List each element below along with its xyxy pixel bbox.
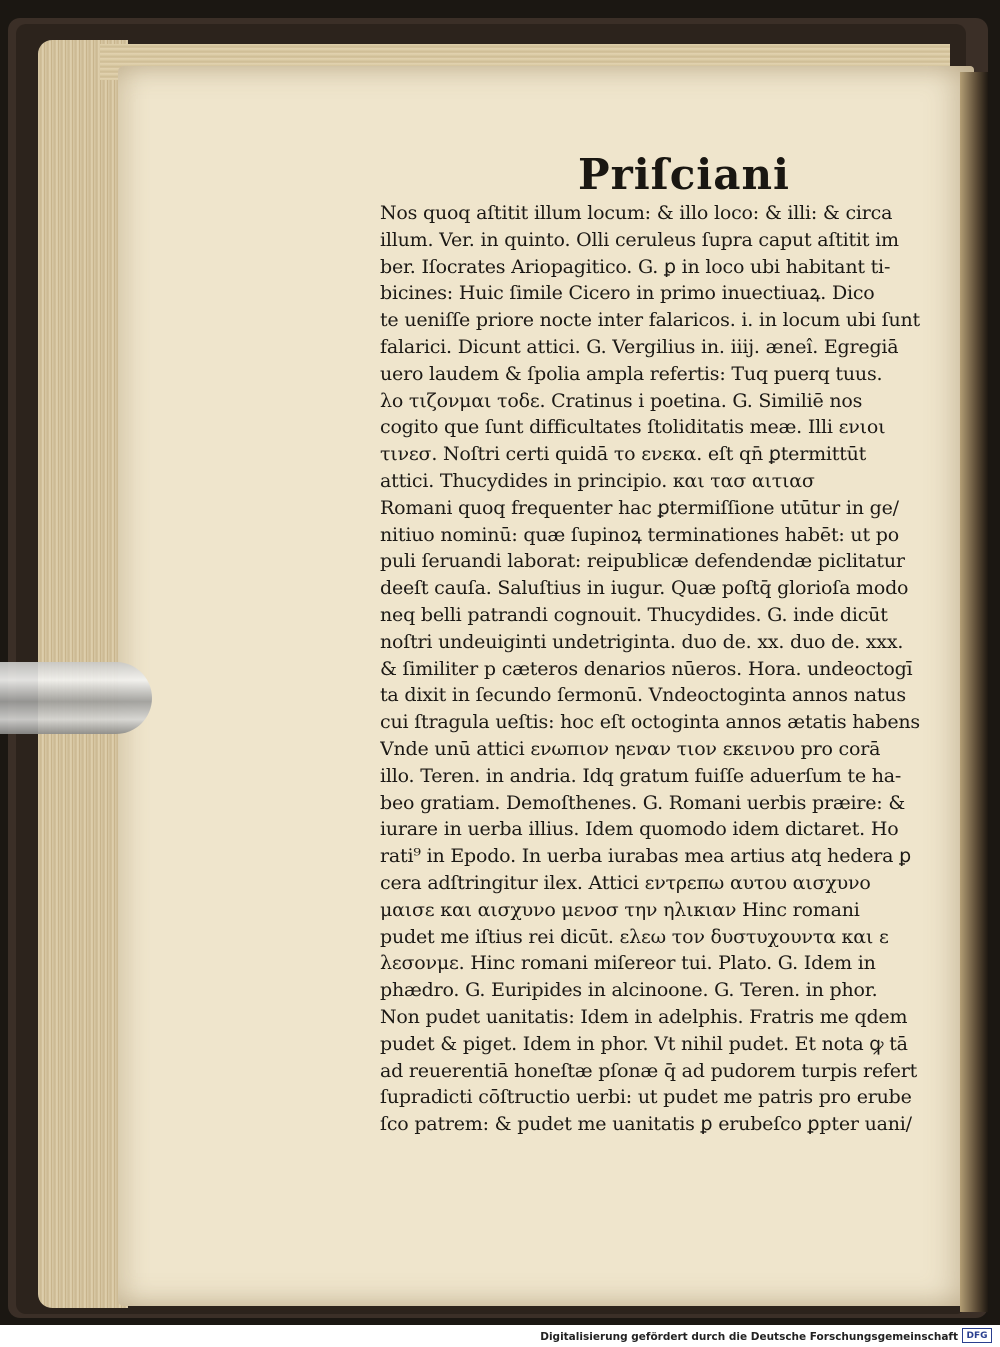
text-line: uero laudem & ſpolia ampla refertis: Tuq puerq tuus. <box>380 362 883 385</box>
text-line: λεσονμε. Hinc romani miſereor tui. Plato. G. Idem in <box>380 952 876 975</box>
dfg-logo: DFG <box>962 1328 992 1343</box>
text-line: Vnde unū attici ενωπιον ηεναν τιον εκεινου pro corā <box>380 737 881 760</box>
book-gutter <box>960 72 988 1312</box>
text-line: Non pudet uanitatis: Idem in adelphis. Fratris me qdem <box>380 1005 908 1028</box>
text-line: cera adſtringitur ilex. Attici εντρεπω αυτου αισχυνο <box>380 871 871 894</box>
text-line: pudet me iſtius rei dicūt. ελεω τον δυστυχουντα και ε <box>380 925 889 948</box>
text-line: illum. Ver. in quinto. Olli ceruleus ſupra caput aſtitit im <box>380 228 899 251</box>
glass-page-holder <box>0 662 152 734</box>
text-line: ber. Iſocrates Ariopagitico. G. ꝑ in loco ubi habitant ti- <box>380 255 891 278</box>
text-line: nitiuo nominū: quæ ſupinoꝝ terminationes habēt: ut po <box>380 523 899 546</box>
text-line: cui ſtragula ueſtis: hoc eſt octoginta annos ætatis habens <box>380 711 920 734</box>
running-header: Priſciani <box>578 150 790 199</box>
text-line: Romani quoq frequenter hac ꝑtermiſſione utūtur in ge/ <box>380 496 899 519</box>
text-line: ta dixit in ſecundo ſermonū. Vndeoctoginta annos natus <box>380 684 906 707</box>
funding-credit: Digitalisierung gefördert durch die Deutsche Forschungsgemeinschaft <box>540 1331 958 1343</box>
text-line: λο τιζονμαι τοδε. Cratinus i poetina. G. Similiē nos <box>380 389 863 412</box>
text-line: cogito que ſunt difficultates ſtoliditatis meæ. Illi ενιοι <box>380 416 886 439</box>
text-line: ad reuerentiā honeſtæ pſonæ q̄ ad pudorem turpis refert <box>380 1059 918 1082</box>
text-line: illo. Teren. in andria. Idq gratum fuiſſe aduerſum te ha- <box>380 764 902 787</box>
text-line: ſco patrem: & pudet me uanitatis ꝑ erubeſco ꝑpter uani/ <box>380 1113 912 1136</box>
text-line: te ueniſſe priore nocte inter falaricos. i. in locum ubi ſunt <box>380 309 920 332</box>
text-line: phædro. G. Euripides in alcinoone. G. Teren. in phor. <box>380 979 878 1002</box>
text-line: Nos quoq aſtitit illum locum: & illo loco: & illi: & circa <box>380 202 893 224</box>
text-line: ſupradicti cōſtructio uerbi: ut pudet me patris pro erube <box>380 1086 912 1109</box>
text-line: rati⁹ in Epodo. In uerba iurabas mea artius atq hedera ꝑ <box>380 845 911 868</box>
text-line: attici. Thucydides in principio. και τασ αιτιασ <box>380 469 815 492</box>
text-line: neq belli patrandi cognouit. Thucydides. G. inde dicūt <box>380 603 888 626</box>
footer-bar <box>0 1325 1000 1347</box>
text-line: noſtri undeuiginti undetriginta. duo de. xx. duo de. xxx. <box>380 630 904 653</box>
text-line: & ſimiliter p cæteros denarios nūeros. Hora. undeoctogī <box>380 657 913 680</box>
text-line: beo gratiam. Demoſthenes. G. Romani uerbis præire: & <box>380 791 906 814</box>
text-line: falarici. Dicunt attici. G. Vergilius in. iiij. æneî. Egregiā <box>380 335 899 358</box>
text-line: deeſt cauſa. Saluſtius in iugur. Quæ poſtq̄ glorioſa modo <box>380 577 909 600</box>
text-line: bicines: Huic ſimile Cicero in primo inuectiuaꝝ. Dico <box>380 282 875 305</box>
body-text <box>380 200 928 1138</box>
text-line: τινεσ. Noſtri certi quidā το ενεκα. eſt qn̄ ꝑtermittūt <box>380 443 867 466</box>
text-line: μαισε και αισχυνο μενοσ την ηλικιαν Hinc romani <box>380 898 860 921</box>
text-line: iurare in uerba illius. Idem quomodo idem dictaret. Ho <box>380 818 899 841</box>
text-line: pudet & piget. Idem in phor. Vt nihil pudet. Et nota ꝙ tā <box>380 1032 908 1055</box>
text-line: puli ſeruandi laborat: reipublicæ defendendæ piclitatur <box>380 550 905 573</box>
